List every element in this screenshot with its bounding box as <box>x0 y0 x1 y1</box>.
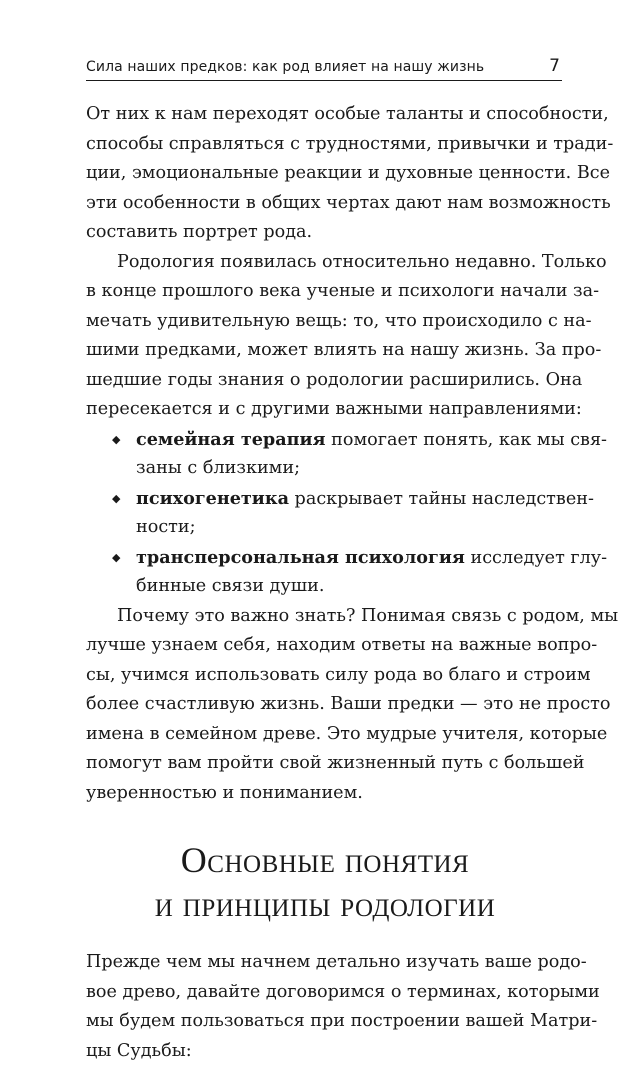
text-line: способы справляться с трудностями, привычки и тради- <box>86 130 564 160</box>
paragraph-4 <box>86 948 564 1066</box>
text-line: более счастливую жизнь. Ваши предки — это не просто <box>86 690 564 720</box>
list-item <box>86 425 564 455</box>
text-line: помогут вам пройти свой жизненный путь с большей <box>86 749 564 779</box>
text-line: Родология появилась относительно недавно. Только <box>86 248 564 278</box>
list-item <box>86 543 564 573</box>
text-line: вое древо, давайте договоримся о терминах, которыми <box>86 978 564 1008</box>
list-item-continuation: заны с близкими; <box>86 454 564 484</box>
term-description: раскрывает тайны наследствен- <box>289 489 594 509</box>
term-bold: трансперсональная психология <box>136 547 465 568</box>
paragraph-2 <box>86 248 564 425</box>
term-description: помогает понять, как мы свя- <box>326 430 607 450</box>
bullet-list <box>86 425 564 602</box>
diamond-bullet-icon: ◆ <box>112 484 120 514</box>
text-line: в конце прошлого века ученые и психологи начали за- <box>86 277 564 307</box>
text-line: От них к нам переходят особые таланты и способности, <box>86 100 564 130</box>
text-line: пересекается и с другими важными направлениями: <box>86 395 564 425</box>
section-heading-line-2: и принципы родологии <box>86 882 564 926</box>
text-line: Прежде чем мы начнем детально изучать ваше родо- <box>86 948 564 978</box>
text-line: лучше узнаем себя, находим ответы на важные вопро- <box>86 631 564 661</box>
text-line: цы Судьбы: <box>86 1037 564 1066</box>
diamond-bullet-icon: ◆ <box>112 543 120 573</box>
text-line: составить портрет рода. <box>86 218 564 248</box>
section-heading-line-1: Основные понятия <box>86 838 564 882</box>
term-bold: семейная терапия <box>136 429 326 450</box>
text-line: сы, учимся использовать силу рода во благо и строим <box>86 661 564 691</box>
text-line: эти особенности в общих чертах дают нам возможность <box>86 189 564 219</box>
text-line: Почему это важно знать? Понимая связь с родом, мы <box>86 602 564 632</box>
list-item-continuation: бинные связи души. <box>86 572 564 602</box>
text-line: шими предками, может влиять на нашу жизнь. За про- <box>86 336 564 366</box>
text-line: ции, эмоциональные реакции и духовные ценности. Все <box>86 159 564 189</box>
term-description: исследует глу- <box>465 548 607 568</box>
running-header <box>86 50 562 81</box>
text-line: мечать удивительную вещь: то, что происходило с на- <box>86 307 564 337</box>
diamond-bullet-icon: ◆ <box>112 425 120 455</box>
paragraph-3 <box>86 602 564 809</box>
term-bold: психогенетика <box>136 488 289 509</box>
paragraph-1 <box>86 100 564 248</box>
text-line: шедшие годы знания о родологии расширились. Она <box>86 366 564 396</box>
text-line: уверенностью и пониманием. <box>86 779 564 809</box>
page-number: 7 <box>549 56 560 76</box>
page-body <box>86 100 564 1066</box>
text-line: мы будем пользоваться при построении вашей Матри- <box>86 1007 564 1037</box>
text-line: имена в семейном древе. Это мудрые учителя, которые <box>86 720 564 750</box>
section-heading <box>86 838 564 926</box>
list-item-continuation: ности; <box>86 513 564 543</box>
list-item <box>86 484 564 514</box>
running-title: Сила наших предков: как род влияет на нашу жизнь <box>86 59 484 75</box>
